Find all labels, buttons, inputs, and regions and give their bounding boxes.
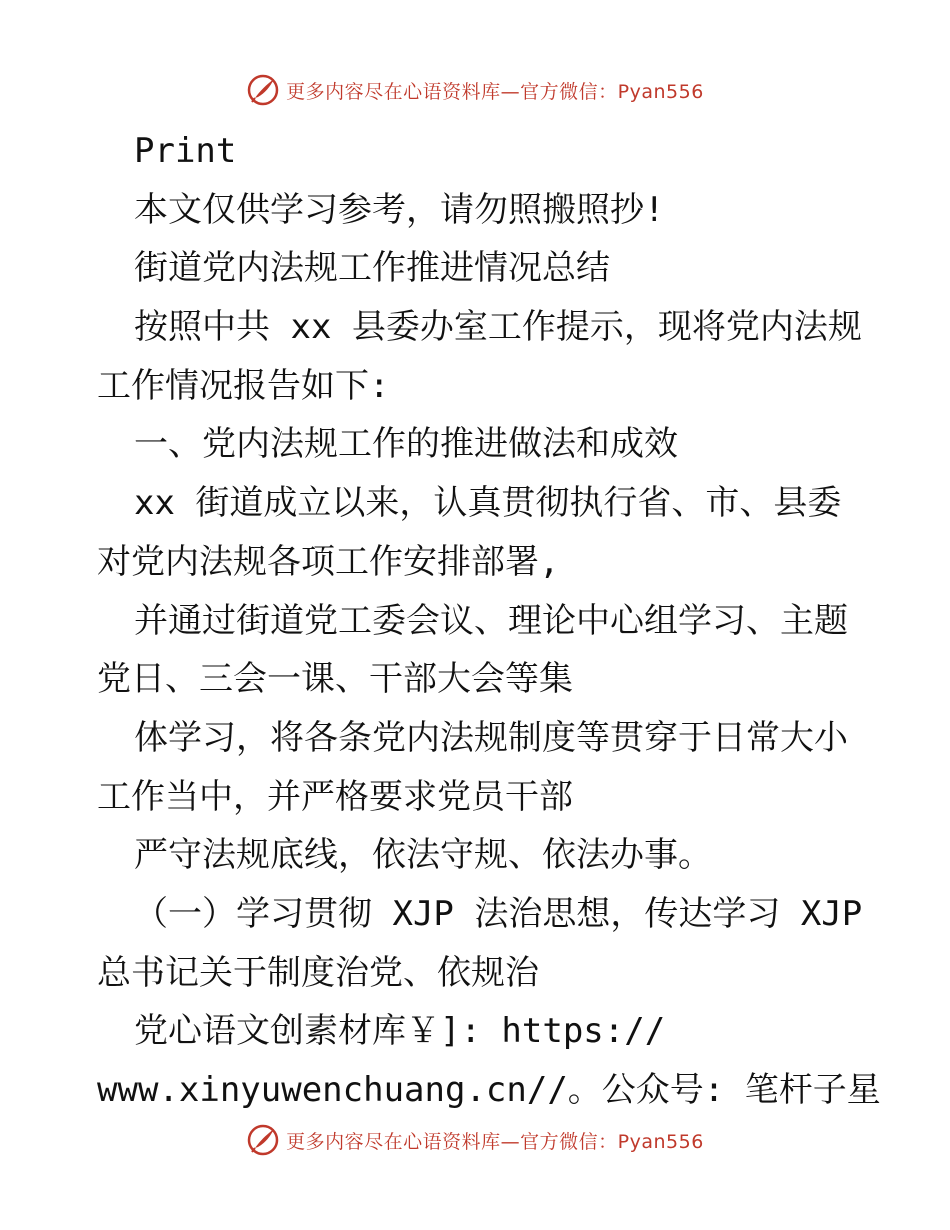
text-line: 体学习，将各条党内法规制度等贯穿于日常大小: [134, 717, 848, 758]
text-line: 严守法规底线，依法守规、依法办事。: [134, 835, 712, 876]
watermark-main-text: 更多内容尽在心语资料库: [286, 1130, 501, 1153]
text-line: 对党内法规各项工作安排部署,: [97, 541, 560, 582]
text-line: 一、党内法规工作的推进做法和成效: [134, 424, 678, 465]
watermark-sub-text: —官方微信：Pyan556: [500, 1130, 704, 1153]
header-watermark: [0, 70, 950, 110]
watermark-text: [286, 1127, 704, 1154]
text-line: 工作情况报告如下:: [97, 365, 390, 406]
document-body: [97, 122, 881, 1120]
text-line: www.xinyuwenchuang.cn//。公众号: 笔杆子星: [97, 1070, 881, 1110]
text-line: 本文仅供学习参考，请勿照搬照抄!: [134, 189, 665, 230]
text-line: 工作当中，并严格要求党员干部: [97, 776, 573, 817]
watermark-sub-text: —官方微信：Pyan556: [500, 80, 704, 103]
text-line: 总书记关于制度治党、依规治: [97, 952, 539, 993]
text-line: 街道党内法规工作推进情况总结: [134, 248, 610, 289]
watermark-main-text: 更多内容尽在心语资料库: [286, 80, 501, 103]
feather-pen-logo-icon: [246, 73, 280, 107]
text-line: 并通过街道党工委会议、理论中心组学习、主题: [134, 600, 848, 641]
text-line: xx 街道成立以来，认真贯彻执行省、市、县委: [134, 483, 842, 524]
footer-watermark: [0, 1120, 950, 1160]
feather-pen-logo-icon: [246, 1123, 280, 1157]
text-line: 党日、三会一课、干部大会等集: [97, 659, 573, 700]
text-line: （一）学习贯彻 XJP 法治思想，传达学习 XJP: [134, 893, 863, 934]
text-line: 党心语文创素材库￥]: https://: [134, 1011, 666, 1052]
watermark-text: [286, 77, 704, 104]
text-line: 按照中共 xx 县委办室工作提示，现将党内法规: [134, 307, 862, 348]
text-line: Print: [134, 131, 237, 171]
